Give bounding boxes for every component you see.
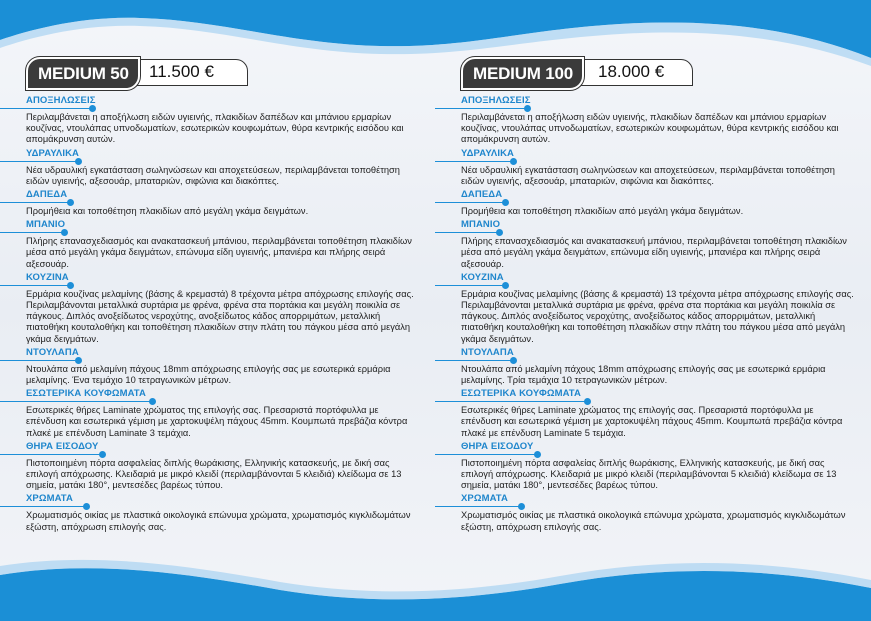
- section-underline: [0, 506, 86, 507]
- bullet-dot-icon: [67, 282, 74, 289]
- plan-column-medium-50: [0, 57, 420, 535]
- section-underline: [435, 108, 527, 109]
- plan-name: MEDIUM 100: [461, 57, 584, 90]
- section: [435, 189, 855, 217]
- section-text: Νέα υδραυλική εγκατάσταση σωληνώσεων και αποχετεύσεων, περιλαμβάνεται τοποθέτηση ειδών υγιεινής, αξεσουάρ, μπαταριών, σιφώνια και διακόπτες.: [461, 164, 835, 186]
- section: [435, 388, 855, 439]
- section-text: Περιλαμβάνεται η αποξήλωση ειδών υγιεινής, πλακιδίων δαπέδων και μπάνιου ερμαρίων κουζίνας, ντουλάπας υπνοδωματίων, εσωτερικών κουφωμάτων, θύρα κεντρικής εισόδου και απομάκρυνση αυτών.: [26, 112, 404, 145]
- section-header: [0, 219, 420, 234]
- section-underline: [435, 401, 587, 402]
- bullet-dot-icon: [75, 357, 82, 364]
- section: [435, 441, 855, 492]
- section-underline: [0, 232, 64, 233]
- section-title: ΚΟΥΖΙΝΑ: [461, 271, 504, 283]
- section-header: [0, 148, 420, 163]
- section: [0, 493, 420, 532]
- section-header: [0, 388, 420, 403]
- plan-price: 18.000 €: [598, 62, 665, 81]
- plan-header: [26, 57, 420, 91]
- section-header: [0, 347, 420, 362]
- section: [435, 148, 855, 187]
- bullet-dot-icon: [584, 398, 591, 405]
- section-underline: [435, 454, 537, 455]
- section-text: Νέα υδραυλική εγκατάσταση σωληνώσεων και αποχετεύσεων, περιλαμβάνεται τοποθέτηση ειδών υγιεινής, αξεσουάρ, μπαταριών, σιφώνια και διακόπτες.: [26, 164, 400, 186]
- bullet-dot-icon: [83, 503, 90, 510]
- section-title: ΚΟΥΖΙΝΑ: [26, 271, 69, 283]
- section-header: [435, 272, 855, 287]
- section: [435, 347, 855, 386]
- section-text: Πιστοποιημένη πόρτα ασφαλείας διπλής θωράκισης, Ελληνικής κατασκευής, με δική σας επιλογή απόχρωσης. Κλειδαριά με μικρό κλειδί (περιλαμβάνονται 5 κλειδιά) κλείδωμα σε 13 σημεία, ματάκι 180°, μεντεσέδες βαρέως τύπου.: [461, 457, 837, 491]
- section-underline: [0, 454, 102, 455]
- section-title: ΘΗΡΑ ΕΙΣΟΔΟΥ: [26, 440, 99, 452]
- section-text: Ντουλάπα από μελαμίνη πάχους 18mm απόχρωσης επιλογής σας με εσωτερικά ερμάρια μελαμίνης. Τρία τεμάχια 10 τετραγωνικών μέτρων.: [461, 363, 826, 386]
- section-title: ΔΑΠΕΔΑ: [26, 189, 68, 201]
- section-title: ΑΠΟΞΗΛΩΣΕΙΣ: [26, 95, 96, 106]
- section-underline: [0, 108, 92, 109]
- section-underline: [0, 285, 70, 286]
- plan-name: MEDIUM 50: [26, 57, 140, 90]
- section-title: ΔΑΠΕΔΑ: [461, 189, 503, 201]
- bullet-dot-icon: [510, 158, 517, 165]
- bullet-dot-icon: [61, 229, 68, 236]
- bullet-dot-icon: [518, 503, 525, 510]
- section: [435, 95, 855, 146]
- section-header: [0, 272, 420, 287]
- section-title: ΧΡΩΜΑΤΑ: [461, 493, 508, 505]
- section: [0, 148, 420, 187]
- section-underline: [435, 360, 513, 361]
- section-text: Ερμάρια κουζίνας μελαμίνης (βάσης & κρεμαστά) 8 τρέχοντα μέτρα απόχρωσης επιλογής σας. Περιλαμβάνονται μεταλλικά συρτάρια με φρένα, φρένα στα πορτάκια και μεγάλη ποικιλία σε πάγκους. Διπλός ανοξείδωτος νεροχύτης, ανοξείδωτος κάδος απορριμάτων, μεταλλική πιατοθήκη κουταλοθήκη και τοποθέτηση πλακιδίων στην πλάτη του πάγκου μέσα από μεγάλη γκάμα δειγμάτων.: [26, 288, 414, 344]
- section-title: ΝΤΟΥΛΑΠΑ: [26, 346, 79, 358]
- section-title: ΥΔΡΑΥΛΙΚΑ: [461, 147, 515, 159]
- section-text: Χρωματισμός οικίας με πλαστικά οικολογικά επώνυμα χρώματα, χρωματισμός κιγκλιδωμάτων εξώστη, απόχρωση επιλογής σας.: [26, 510, 411, 532]
- bullet-dot-icon: [149, 398, 156, 405]
- section-text: Χρωματισμός οικίας με πλαστικά οικολογικά επώνυμα χρώματα, χρωματισμός κιγκλιδωμάτων εξώστη, απόχρωση επιλογής σας.: [461, 510, 846, 532]
- section-header: [0, 95, 420, 110]
- bullet-dot-icon: [89, 105, 96, 112]
- section-text: Πλήρης επανασχεδιασμός και ανακατασκευή μπάνιου, περιλαμβάνεται τοποθέτηση πλακιδίων μέσα από μεγάλη γκάμα δειγμάτων, επώνυμα είδη υγιεινής, μπανιέρα και πλήρης σειρά αξεσουάρ.: [461, 236, 847, 269]
- section-title: ΥΔΡΑΥΛΙΚΑ: [26, 147, 80, 159]
- section: [435, 219, 855, 270]
- section-header: [435, 189, 855, 204]
- section-title: ΕΣΩΤΕΡΙΚΑ ΚΟΥΦΩΜΑΤΑ: [461, 388, 581, 400]
- section-title: ΑΠΟΞΗΛΩΣΕΙΣ: [461, 95, 531, 106]
- section-text: Προμήθεια και τοποθέτηση πλακιδίων από μεγάλη γκάμα δειγμάτων.: [461, 206, 744, 217]
- section: [435, 493, 855, 532]
- bullet-dot-icon: [67, 199, 74, 206]
- section-text: Πιστοποιημένη πόρτα ασφαλείας διπλής θωράκισης, Ελληνικής κατασκευής, με δική σας επιλογή απόχρωσης. Κλειδαριά με μικρό κλειδί (περιλαμβάνονται 5 κλειδιά) κλείδωμα σε 13 σημεία, ματάκι 180°, μεντεσέδες βαρέως τύπου.: [26, 457, 402, 491]
- section: [0, 219, 420, 270]
- section: [435, 272, 855, 345]
- section-header: [0, 493, 420, 508]
- section-title: ΜΠΑΝΙΟ: [26, 219, 66, 231]
- plan-header: [461, 57, 855, 91]
- section: [0, 441, 420, 492]
- bullet-dot-icon: [524, 105, 531, 112]
- bullet-dot-icon: [510, 357, 517, 364]
- section-text: Περιλαμβάνεται η αποξήλωση ειδών υγιεινής, πλακιδίων δαπέδων και μπάνιου ερμαρίων κουζίνας, ντουλάπας υπνοδωματίων, εσωτερικών κουφωμάτων, θύρα κεντρικής εισόδου και απομάκρυνση αυτών.: [461, 112, 839, 145]
- section-title: ΕΣΩΤΕΡΙΚΑ ΚΟΥΦΩΜΑΤΑ: [26, 388, 146, 400]
- section-underline: [435, 161, 513, 162]
- section-underline: [0, 161, 78, 162]
- section-header: [435, 388, 855, 403]
- bullet-dot-icon: [496, 229, 503, 236]
- section-text: Ερμάρια κουζίνας μελαμίνης (βάσης & κρεμαστά) 13 τρέχοντα μέτρα απόχρωσης επιλογής σας. Περιλαμβάνονται μεταλλικά συρτάρια με φρένα, φρένα στα πορτάκια και μεγάλη ποικιλία σε πάγκους. Διπλός ανοξείδωτος νεροχύτης, ανοξείδωτος κάδος απορριμάτων, μεταλλική πιατοθήκη κουταλοθήκη και τοποθέτηση πλακιδίων στην πλάτη του πάγκου μέσα από μεγάλη γκάμα δειγμάτων.: [461, 288, 854, 344]
- bullet-dot-icon: [75, 158, 82, 165]
- section-underline: [0, 202, 70, 203]
- section-header: [435, 493, 855, 508]
- section-title: ΘΗΡΑ ΕΙΣΟΔΟΥ: [461, 440, 534, 452]
- section-header: [435, 441, 855, 456]
- bullet-dot-icon: [502, 199, 509, 206]
- section-title: ΧΡΩΜΑΤΑ: [26, 493, 73, 505]
- sections-list: [435, 95, 855, 533]
- section: [0, 95, 420, 146]
- section-text: Προμήθεια και τοποθέτηση πλακιδίων από μεγάλη γκάμα δειγμάτων.: [26, 206, 309, 217]
- section-text: Εσωτερικές θήρες Laminate χρώματος της επιλογής σας. Πρεσαριστά πορτόφυλλα με επένδυση και εσωτερικά γέμιση με χαρτοκυψέλη πάχους 45mm. Κουμπωτά πρεβάζια κόντρα πλακέ με επένδυση Laminate 3 τεμάχια.: [26, 405, 408, 438]
- bullet-dot-icon: [534, 451, 541, 458]
- sections-list: [0, 95, 420, 533]
- section-header: [0, 441, 420, 456]
- bullet-dot-icon: [99, 451, 106, 458]
- bullet-dot-icon: [502, 282, 509, 289]
- section-text: Πλήρης επανασχεδιασμός και ανακατασκευή μπάνιου, περιλαμβάνεται τοποθέτηση πλακιδίων μέσα από μεγάλη γκάμα δειγμάτων, επώνυμα είδη υγιεινής, μπανιέρα και πλήρης σειρά αξεσουάρ.: [26, 236, 412, 269]
- section-underline: [0, 360, 78, 361]
- plan-price: 11.500 €: [149, 62, 214, 81]
- section-text: Εσωτερικές θήρες Laminate χρώματος της επιλογής σας. Πρεσαριστά πορτόφυλλα με επένδυση και εσωτερικά γέμιση με χαρτοκυψέλη πάχους 45mm. Κουμπωτά πρεβάζια κόντρα πλακέ με επένδυση Laminate 5 τεμάχια.: [461, 405, 843, 438]
- section: [0, 272, 420, 345]
- section-header: [435, 95, 855, 110]
- section-header: [435, 347, 855, 362]
- section-underline: [435, 202, 505, 203]
- section: [0, 388, 420, 439]
- section-underline: [0, 401, 152, 402]
- section-underline: [435, 506, 521, 507]
- section-text: Ντουλάπα από μελαμίνη πάχους 18mm απόχρωσης επιλογής σας με εσωτερικά ερμάρια μελαμίνης. Ένα τεμάχιο 10 τετραγωνικών μέτρων.: [26, 363, 391, 386]
- section-header: [0, 189, 420, 204]
- section-title: ΝΤΟΥΛΑΠΑ: [461, 346, 514, 358]
- section-header: [435, 148, 855, 163]
- section: [0, 347, 420, 386]
- section: [0, 189, 420, 217]
- section-header: [435, 219, 855, 234]
- section-title: ΜΠΑΝΙΟ: [461, 219, 501, 231]
- section-underline: [435, 232, 499, 233]
- section-underline: [435, 285, 505, 286]
- plan-column-medium-100: [435, 57, 855, 535]
